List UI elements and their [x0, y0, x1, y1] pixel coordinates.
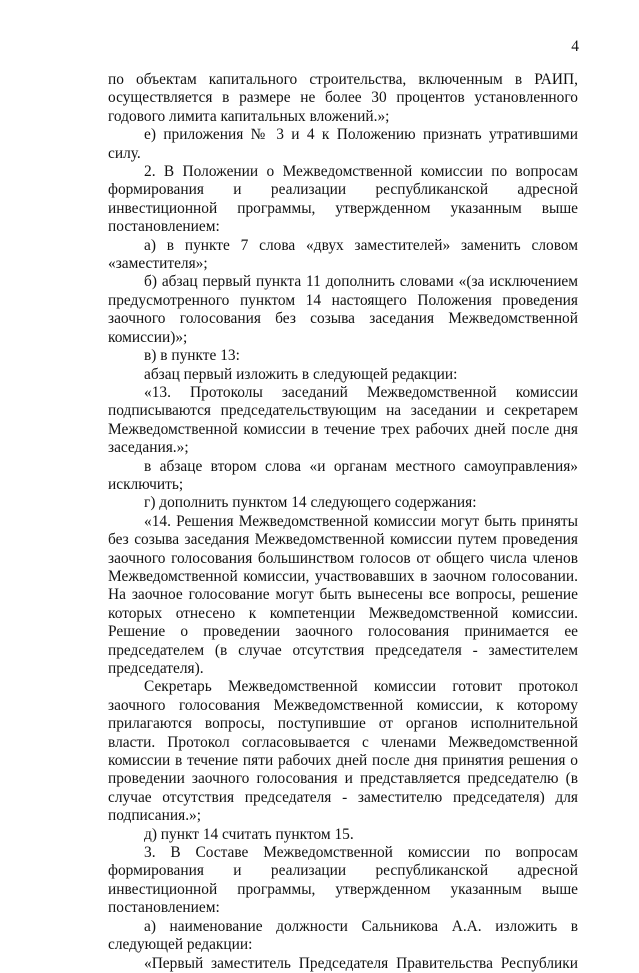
paragraph-protocols: «13. Протоколы заседаний Межведомственной комиссии подписываются председательствующим на заседании и секретарем Межведомственной комиссии в течение трех рабочих дней после дня заседания.»; — [108, 383, 578, 457]
paragraph-item-13-first-para: абзац первый изложить в следующей редакции: — [144, 365, 458, 383]
paragraph-raip-limit: по объектам капитального строительства, включенным в РАИП, осуществляется в размере не более 30 процентов установленного годового лимита капитальных вложений.»; — [108, 71, 578, 125]
paragraph-item-14-renumber: д) пункт 14 считать пунктом 15. — [144, 825, 354, 843]
document-body — [108, 71, 578, 973]
paragraph-second-para-exclusion: в абзаце втором слова «и органам местного самоуправления» исключить; — [108, 457, 578, 493]
page-number: 4 — [571, 38, 579, 55]
paragraph-item-13: в) в пункте 13: — [144, 347, 240, 365]
paragraph-item-11: б) абзац первый пункта 11 дополнить словами «(за исключением предусмотренного пунктом 14 настоящего Положения проведения заочного голосования без созыва заседания Межведомственной комиссии)»; — [108, 273, 578, 346]
paragraph-salnikov-position: а) наименование должности Сальникова А.А. изложить в следующей редакции: — [108, 917, 578, 954]
paragraph-first-deputy: «Первый заместитель Председателя Правительства Республики — [144, 954, 578, 972]
paragraph-commission-composition: 3. В Составе Межведомственной комиссии по вопросам формирования и реализации республиканской адресной инвестиционной программы, утвержденном указанным выше постановлением: — [108, 844, 578, 917]
paragraph-item-7: а) в пункте 7 слова «двух заместителей» заменить словом «заместителя»; — [108, 236, 578, 273]
paragraph-item-14-decisions: «14. Решения Межведомственной комиссии могут быть приняты без созыва заседания Межведомственной комиссии путем проведения заочного голосования большинством голосов от общего числа членов Межведомственной комиссии, участвовавших в заочном голосовании. На заочное голосование могут быть вынесены все вопросы, решение которых отнесено к компетенции Межведомственной комиссии. Решение о проведении заочного голосования принимается ее председателем (в случае отсутствия председателя - заместителем председателя). — [108, 512, 578, 677]
paragraph-commission-regulation: 2. В Положении о Межведомственной комиссии по вопросам формирования и реализации республиканской адресной инвестиционной программы, утвержденном указанным выше постановлением: — [108, 163, 578, 236]
paragraph-add-item-14: г) дополнить пунктом 14 следующего содержания: — [144, 494, 477, 512]
paragraph-appendices-void: е) приложения № 3 и 4 к Положению признать утратившими силу. — [108, 126, 578, 162]
paragraph-secretary-protocol: Секретарь Межведомственной комиссии готовит протокол заочного голосования Межведомственной комиссии, к которому прилагаются вопросы, поступившие от органов исполнительной власти. Протокол согласовывается с членами Межведомственной комиссии в течение пяти рабочих дней после дня принятия решения о проведении заочного голосования и представляется председателю (в случае отсутствия председателя - заместителю председателя) для подписания.»; — [108, 678, 578, 825]
